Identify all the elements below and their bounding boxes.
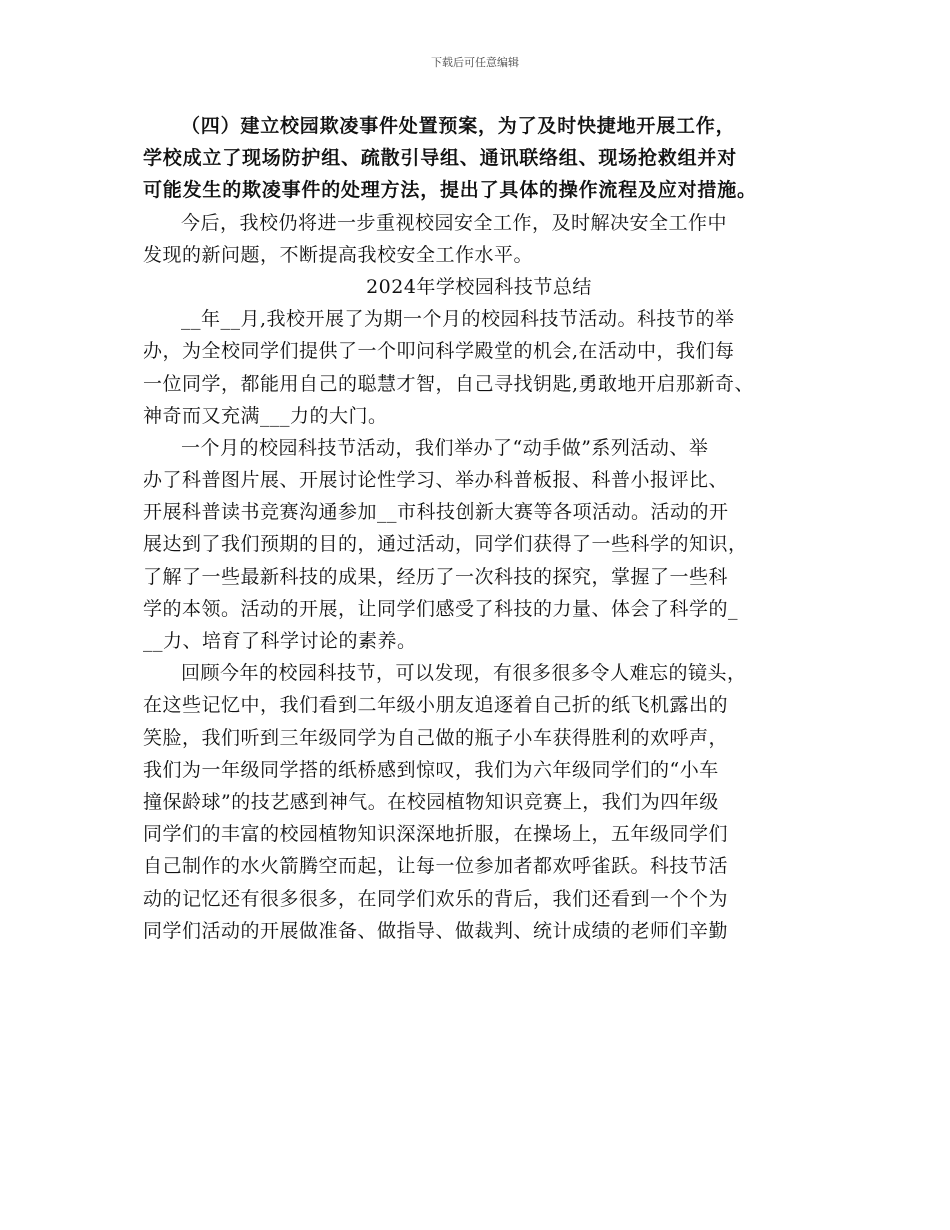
text-line: 学的本领。活动的开展，让同学们感受了科技的力量、体会了科学的_	[143, 597, 739, 620]
text-line: 撞保龄球”的技艺感到神气。在校园植物知识竞赛上，我们为四年级	[143, 790, 719, 813]
document-body	[143, 110, 815, 947]
text-line: 神奇而又充满___力的大门。	[143, 404, 388, 427]
text-line: __力、培育了科学讨论的素养。	[143, 630, 417, 652]
text-line: 办，为全校同学们提供了一个叩问科学殿堂的机会,在活动中，我们每	[143, 340, 735, 363]
text-line: 展达到了我们预期的目的，通过活动，同学们获得了一些科学的知识，	[143, 533, 748, 556]
text-line: 我们为一年级同学搭的纸桥感到惊叹，我们为六年级同学们的“小车	[143, 758, 719, 781]
text-line: 了解了一些最新科技的成果，经历了一次科技的探究，掌握了一些科	[143, 565, 729, 588]
section-future-work	[143, 207, 815, 271]
paragraph-activities	[143, 432, 815, 657]
text-line: 同学们的丰富的校园植物知识深深地折服，在操场上，五年级同学们	[143, 823, 729, 846]
page-header: 下载后可任意编辑	[431, 56, 519, 69]
text-line: __年__月,我校开展了为期一个月的校园科技节活动。科技节的举	[181, 308, 735, 331]
text-line: 今后，我校仍将进一步重视校园安全工作，及时解决安全工作中	[181, 211, 728, 234]
text-line: （四）建立校园欺凌事件处置预案，为了及时快捷地开展工作，	[181, 115, 736, 137]
text-line: 回顾今年的校园科技节，可以发现，有很多很多令人难忘的镜头，	[181, 662, 747, 685]
text-line: 学校成立了现场防护组、疏散引导组、通讯联络组、现场抢救组并对	[143, 147, 738, 170]
text-line: 可能发生的欺凌事件的处理方法，提出了具体的操作流程及应对措施。	[143, 179, 757, 202]
text-line: 一位同学，都能用自己的聪慧才智，自己寻找钥匙,勇敢地开启那新奇、	[143, 372, 755, 395]
text-line: 动的记忆还有很多很多，在同学们欢乐的背后，我们还看到一个个为	[143, 887, 729, 910]
text-line: 发现的新问题，不断提高我校安全工作水平。	[143, 243, 534, 266]
text-line: 自己制作的水火箭腾空而起，让每一位参加者都欢呼雀跃。科技节活	[143, 855, 729, 878]
text-line: 在这些记忆中，我们看到二年级小朋友追逐着自己折的纸飞机露出的	[143, 694, 729, 717]
text-line: 同学们活动的开展做准备、做指导、做裁判、统计成绩的老师们辛勤	[143, 919, 729, 942]
paragraph-intro	[143, 303, 815, 432]
text-line: 办了科普图片展、开展讨论性学习、举办科普板报、科普小报评比、	[143, 469, 729, 492]
paragraph-review	[143, 657, 815, 947]
text-line: 一个月的校园科技节活动，我们举办了“动手做”系列活动、举	[181, 436, 709, 459]
section-bullying-plan	[143, 110, 815, 207]
text-line: 开展科普读书竞赛沟通参加__市科技创新大赛等各项活动。活动的开	[143, 501, 729, 524]
text-line: 笑脸，我们听到三年级同学为自己做的瓶子小车获得胜利的欢呼声，	[143, 726, 729, 749]
document-title: 2024年学校园科技节总结	[366, 275, 592, 298]
